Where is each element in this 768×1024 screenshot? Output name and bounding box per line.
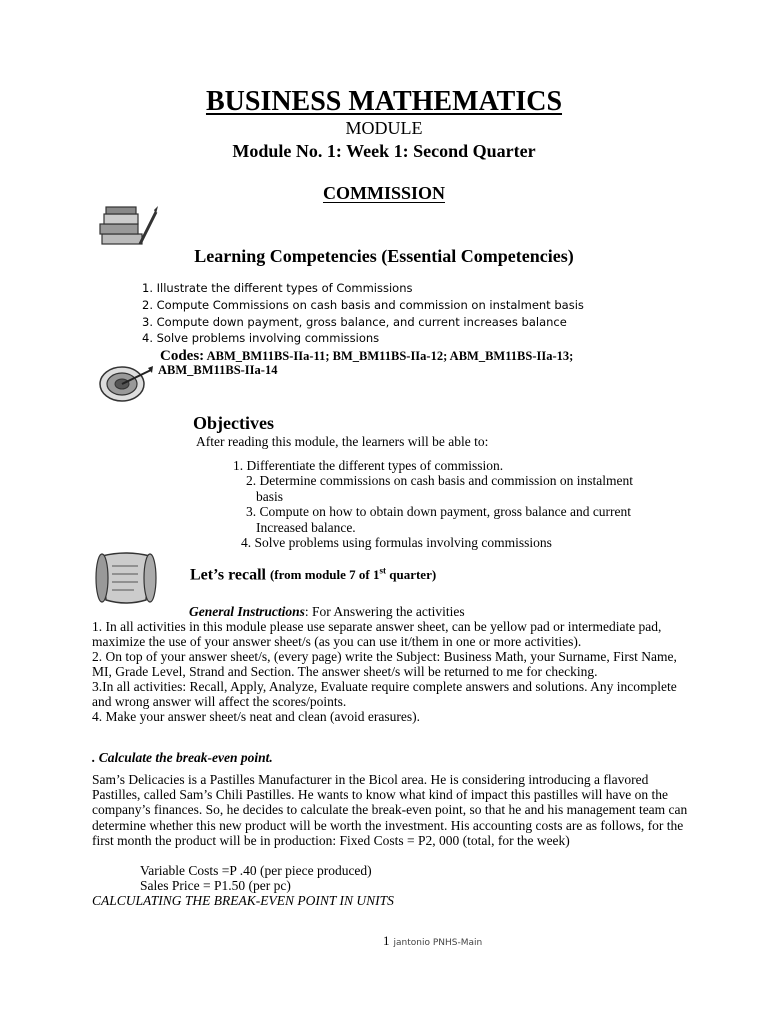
- competency-codes: [160, 349, 620, 377]
- target-icon: [96, 364, 154, 404]
- instruction-item: 1. In all activities in this module please use separate answer sheet, can be yellow pad or intermediate pad, maximize the use of your answer sheet/s (as you can use it/them in one or more activities).: [92, 619, 662, 649]
- codes-line-1: ABM_BM11BS-IIa-11; BM_BM11BS-IIa-12; ABM_BM11BS-IIa-13;: [206, 349, 574, 363]
- problem-story: Sam’s Delicacies is a Pastilles Manufacturer in the Bicol area. He is considering introducing a flavored Pastilles, called Sam’s Chili Pastilles. He wants to know what kind of impact this pastilles will have on the company’s finances. So, he decides to calculate the break-even point, so that he and his management team can determine whether this new product will be worth the investment. His accounting costs are as follows, for the first month the product will be in production: Fixed Costs = P2, 000 (total, for the week): [92, 772, 688, 848]
- instruction-item: 4. Make your answer sheet/s neat and clean (avoid erasures).: [92, 709, 420, 724]
- objective-item: Increased balance.: [256, 520, 356, 535]
- page-number: 1: [383, 933, 390, 948]
- objectives-intro: After reading this module, the learners will be able to:: [196, 434, 489, 449]
- instruction-item: 3.In all activities: Recall, Apply, Analyze, Evaluate require complete answers and solutions. Any incomplete and wrong answer will affect the scores/points.: [92, 679, 677, 709]
- page-footer: [383, 933, 482, 949]
- competencies-heading: Learning Competencies (Essential Competencies): [194, 246, 574, 266]
- problem-heading: . Calculate the break-even point.: [92, 750, 273, 765]
- footer-author: jantonio PNHS-Main: [393, 938, 483, 948]
- calc-heading: CALCULATING THE BREAK-EVEN POINT IN UNITS: [92, 893, 394, 908]
- module-number: Module No. 1: Week 1: Second Quarter: [232, 141, 536, 161]
- general-instructions-heading: General Instructions: For Answering the activities: [189, 604, 465, 619]
- instruction-item: 2. On top of your answer sheet/s, (every page) write the Subject: Business Math, your Surname, First Name, MI, Grade Level, Strand and Section. The answer sheet/s will be returned to me for checking.: [92, 649, 677, 679]
- topic-title: COMMISSION: [322, 183, 445, 203]
- competency-item: 3. Compute down payment, gross balance, and current increases balance: [142, 315, 567, 329]
- codes-label: Codes:: [160, 348, 205, 364]
- competency-item: 1. Illustrate the different types of Commissions: [142, 281, 413, 295]
- competency-item: 2. Compute Commissions on cash basis and commission on instalment basis: [142, 298, 584, 312]
- scroll-icon: [94, 548, 158, 608]
- objective-item: 2. Determine commissions on cash basis and commission on instalment: [246, 473, 633, 488]
- objective-item: 1. Differentiate the different types of commission.: [233, 458, 504, 473]
- objectives-heading: Objectives: [193, 413, 274, 433]
- sales-price: Sales Price = P1.50 (per pc): [140, 878, 291, 893]
- books-icon: [96, 204, 160, 248]
- recall-heading: Let’s recall (from module 7 of 1st quarter): [190, 566, 437, 584]
- module-label: MODULE: [345, 118, 423, 138]
- objective-item: 3. Compute on how to obtain down payment, gross balance and current: [246, 504, 632, 519]
- objective-item: basis: [256, 489, 283, 504]
- competency-item: 4. Solve problems involving commissions: [142, 331, 380, 345]
- codes-line-2: ABM_BM11BS-IIa-14: [158, 363, 278, 377]
- variable-costs: Variable Costs =P .40 (per piece produced): [140, 863, 372, 878]
- objective-item: 4. Solve problems using formulas involving commissions: [241, 535, 552, 550]
- page-title: BUSINESS MATHEMATICS: [205, 86, 563, 117]
